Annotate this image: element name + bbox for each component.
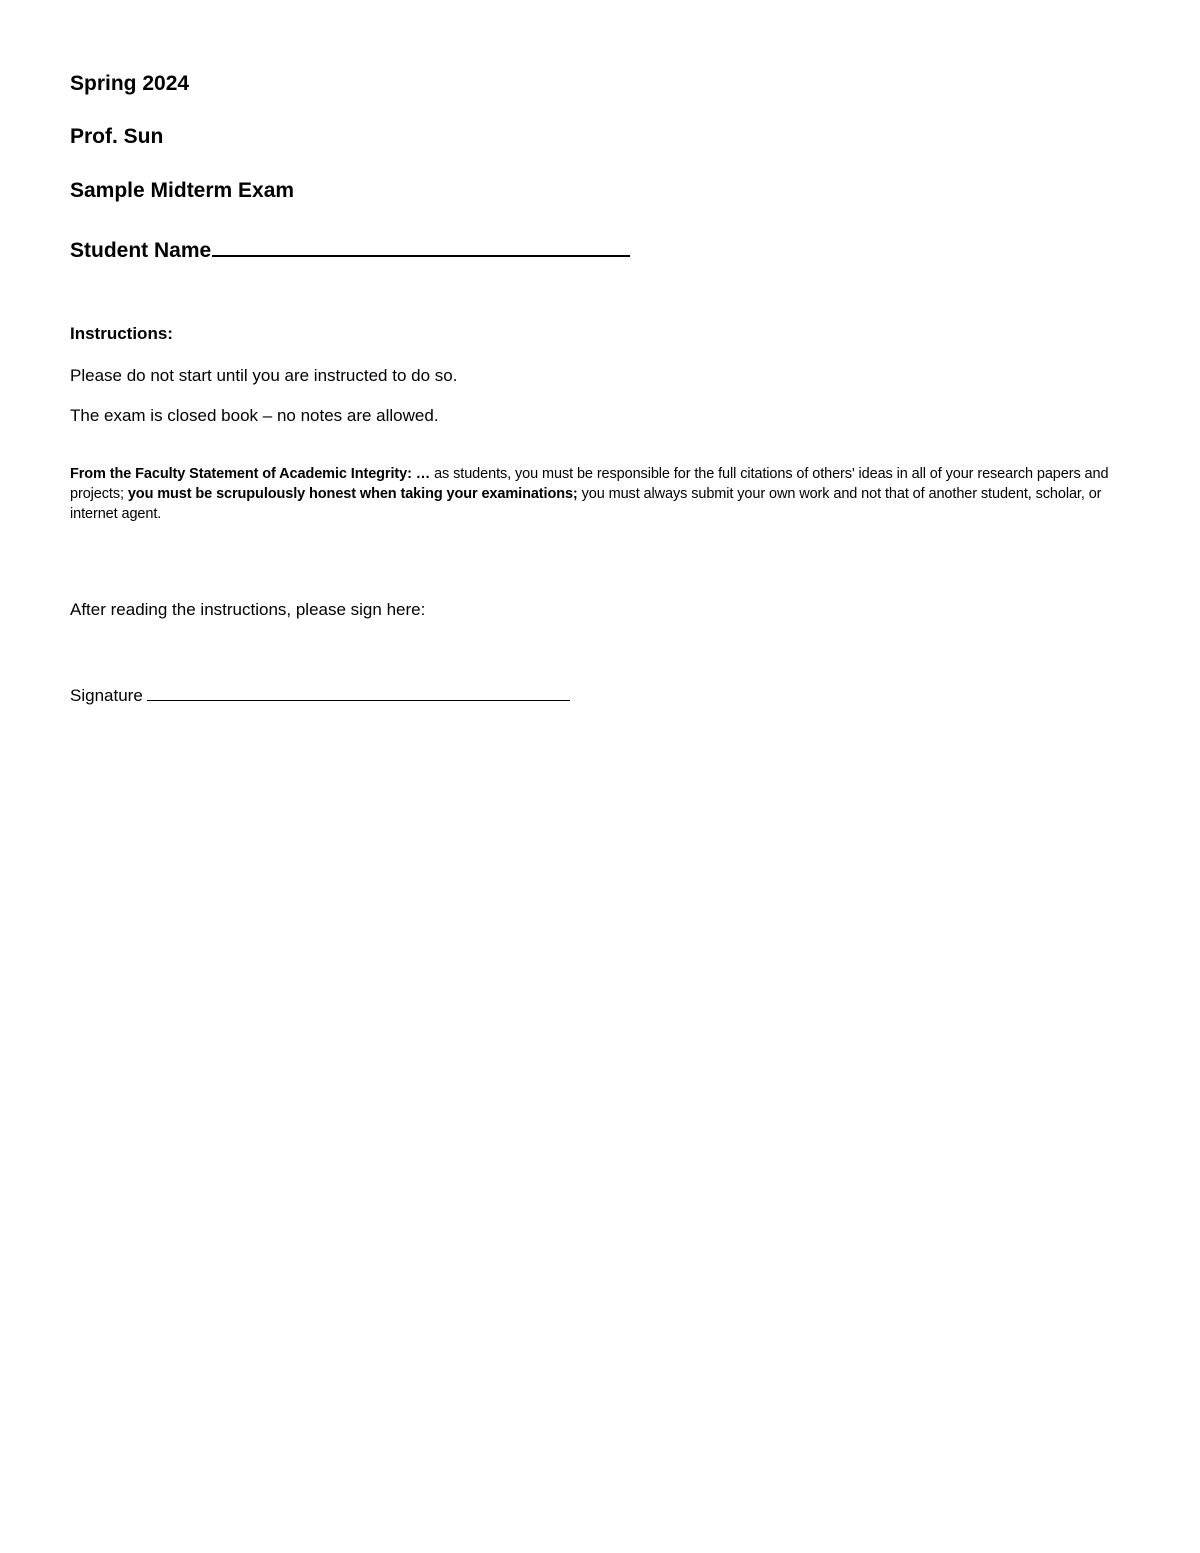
academic-integrity-statement	[70, 464, 1115, 524]
instruction-line-2: The exam is closed book – no notes are allowed.	[70, 406, 439, 425]
integrity-emphasis: you must be scrupulously honest when taking your examinations;	[127, 486, 578, 502]
professor-heading: Prof. Sun	[70, 125, 164, 148]
exam-title: Sample Midterm Exam	[70, 179, 295, 202]
instructions-heading: Instructions:	[70, 324, 173, 343]
signature-label: Signature	[70, 686, 143, 705]
student-name-row	[70, 233, 630, 264]
integrity-text-2: you must always submit your own work and not that of another student, scholar, or internet agent.	[70, 486, 1102, 522]
integrity-text-1: as students, you must be responsible for the full citations of others' ideas in all of your research papers and projects;	[70, 466, 1109, 502]
signature-row	[70, 681, 570, 707]
sign-prompt: After reading the instructions, please sign here:	[70, 600, 426, 619]
student-name-blank[interactable]	[212, 233, 630, 257]
signature-blank[interactable]	[147, 681, 570, 701]
student-name-label: Student Name	[70, 239, 212, 262]
integrity-lead: From the Faculty Statement of Academic Integrity: …	[70, 466, 431, 482]
instruction-line-1: Please do not start until you are instructed to do so.	[70, 366, 458, 385]
semester-heading: Spring 2024	[70, 72, 190, 95]
